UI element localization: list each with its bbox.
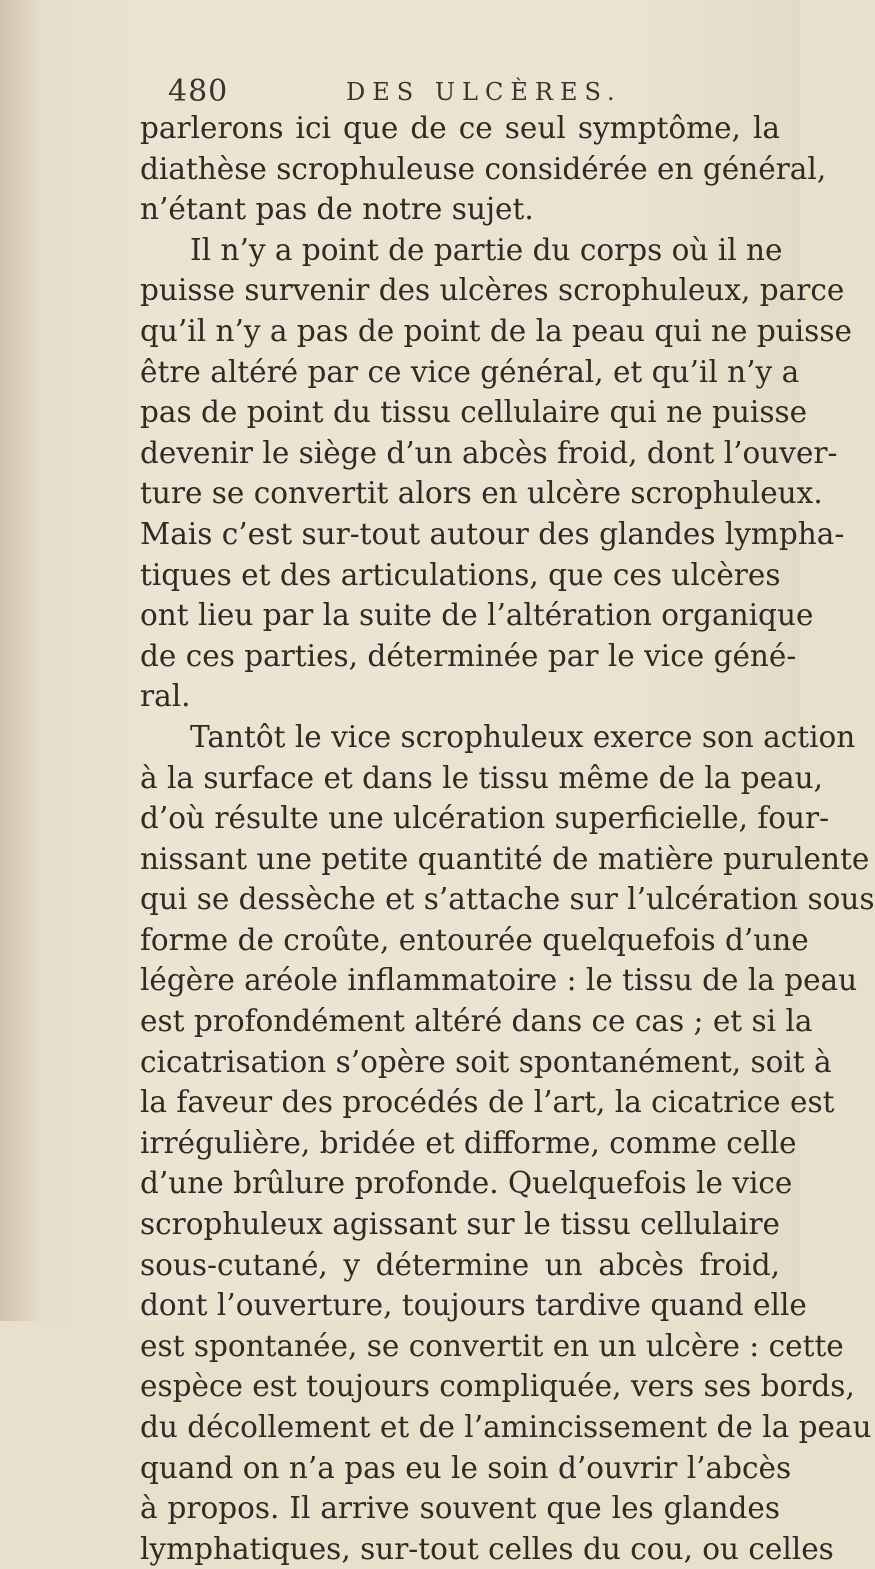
text-line: Tantôt le vice scrophuleux exerce son action xyxy=(190,719,856,754)
text-line: forme de croûte, entourée quelquefois d’une xyxy=(140,922,809,957)
text-line: être altéré par ce vice général, et qu’il n’y a xyxy=(140,354,800,389)
text-line: ture se convertit alors en ulcère scrophuleux. xyxy=(140,476,823,511)
text-line: qu’il n’y a pas de point de la peau qui ne puisse xyxy=(140,313,852,348)
text-line: pas de point du tissu cellulaire qui ne puisse xyxy=(140,395,808,430)
text-line: irrégulière, bridée et difforme, comme celle xyxy=(140,1125,797,1160)
text-line: à la surface et dans le tissu même de la peau, xyxy=(140,760,824,795)
text-line: du décollement et de l’amincissement de la peau xyxy=(140,1410,872,1444)
text-line: n’étant pas de notre sujet. xyxy=(140,192,534,227)
text-line: la faveur des procédés de l’art, la cicatrice est xyxy=(140,1085,835,1120)
page-number: 480 xyxy=(168,74,229,109)
text-line: légère aréole inflammatoire : le tissu de la peau xyxy=(140,963,858,998)
text-line: espèce est toujours compliquée, vers ses bords, xyxy=(140,1369,855,1404)
text-line: ral. xyxy=(140,679,191,714)
text-line: scrophuleux agissant sur le tissu cellulaire xyxy=(140,1207,781,1242)
text-line: d’où résulte une ulcération superficielle, four- xyxy=(140,801,830,836)
text-line: Il n’y a point de partie du corps où il ne xyxy=(190,232,783,267)
text-line: cicatrisation s’opère soit spontanément, soit à xyxy=(140,1044,832,1079)
text-line: est spontanée, se convertit en un ulcère : cette xyxy=(140,1328,844,1363)
text-line: devenir le siège d’un abcès froid, dont l’ouver- xyxy=(140,435,838,470)
text-line: sous-cutané, y détermine un abcès froid, xyxy=(140,1247,780,1282)
text-line: est profondément altéré dans ce cas ; et si la xyxy=(140,1004,813,1039)
body-text xyxy=(140,108,875,1569)
text-line: d’une brûlure profonde. Quelquefois le vice xyxy=(140,1166,793,1201)
text-line: ont lieu par la suite de l’altération organique xyxy=(140,598,814,633)
text-line: de ces parties, déterminée par le vice géné- xyxy=(140,638,797,673)
text-line: puisse survenir des ulcères scrophuleux, parce xyxy=(140,273,845,308)
text-line: dont l’ouverture, toujours tardive quand elle xyxy=(140,1288,807,1323)
text-line: nissant une petite quantité de matière purulente xyxy=(140,841,870,876)
page-binding-shadow xyxy=(0,0,38,1321)
text-line: parlerons ici que de ce seul symptôme, la xyxy=(140,111,780,145)
text-line: tiques et des articulations, que ces ulcères xyxy=(140,557,781,592)
running-title: DES ULCÈRES. xyxy=(346,78,622,106)
text-line: qui se dessèche et s’attache sur l’ulcération sous xyxy=(140,882,875,917)
text-line: diathèse scrophuleuse considérée en général, xyxy=(140,151,827,186)
text-line: Mais c’est sur-tout autour des glandes lympha- xyxy=(140,516,845,551)
text-line: lymphatiques, sur-tout celles du cou, ou celles xyxy=(140,1531,834,1566)
text-line: à propos. Il arrive souvent que les glandes xyxy=(140,1491,780,1526)
text-line: quand on n’a pas eu le soin d’ouvrir l’abcès xyxy=(140,1450,792,1485)
